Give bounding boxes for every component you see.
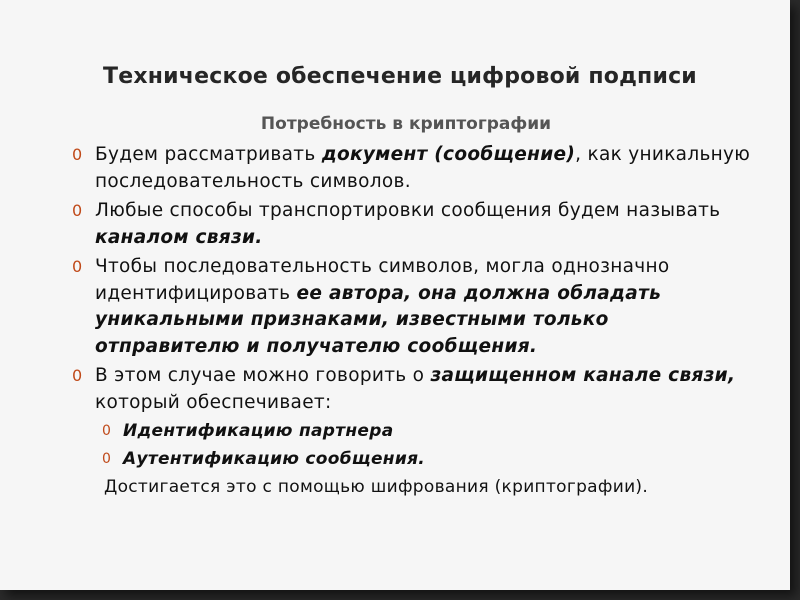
slide-title: Техническое обеспечение цифровой подписи <box>103 64 697 89</box>
sub-item-text: Идентификацию партнера <box>123 421 394 441</box>
bullet-icon: 0 <box>72 257 83 276</box>
bullet-list <box>72 142 752 499</box>
slide-subtitle: Потребность в криптографии <box>260 114 552 134</box>
list-item <box>72 363 752 416</box>
bullet-icon: 0 <box>72 201 83 220</box>
list-item <box>72 198 752 251</box>
item-text-end: который обеспечивает: <box>95 391 332 413</box>
item-text: Чтобы последовательность символов, могла однозначно идентифицировать <box>95 256 670 304</box>
bullet-icon: 0 <box>102 451 112 467</box>
bullet-icon: 0 <box>102 423 112 439</box>
bullet-icon: 0 <box>72 145 83 164</box>
item-emphasis: каналом связи. <box>95 226 263 248</box>
item-emphasis: защищенном канале связи, <box>430 365 736 386</box>
item-text-end: , как уникальную последовательность символов. <box>95 144 751 192</box>
list-item <box>72 142 752 195</box>
bullet-icon: 0 <box>72 366 83 385</box>
list-item <box>72 254 752 360</box>
item-text: В этом случае можно говорить о <box>95 365 431 386</box>
item-emphasis: документ (сообщение) <box>321 144 576 165</box>
sub-list-item <box>72 447 752 471</box>
item-text: Любые способы транспортировки сообщения будем называть <box>95 200 721 221</box>
sub-list-item <box>72 419 752 443</box>
sub-item-text: Аутентификацию сообщения. <box>123 449 426 469</box>
item-emphasis: ее автора, она должна обладать уникальными признаками, известными только отправителю и получателю сообщения. <box>95 282 662 357</box>
item-text: Будем рассматривать <box>95 144 322 165</box>
footer-text: Достигается это с помощью шифрования (криптографии). <box>104 477 649 497</box>
